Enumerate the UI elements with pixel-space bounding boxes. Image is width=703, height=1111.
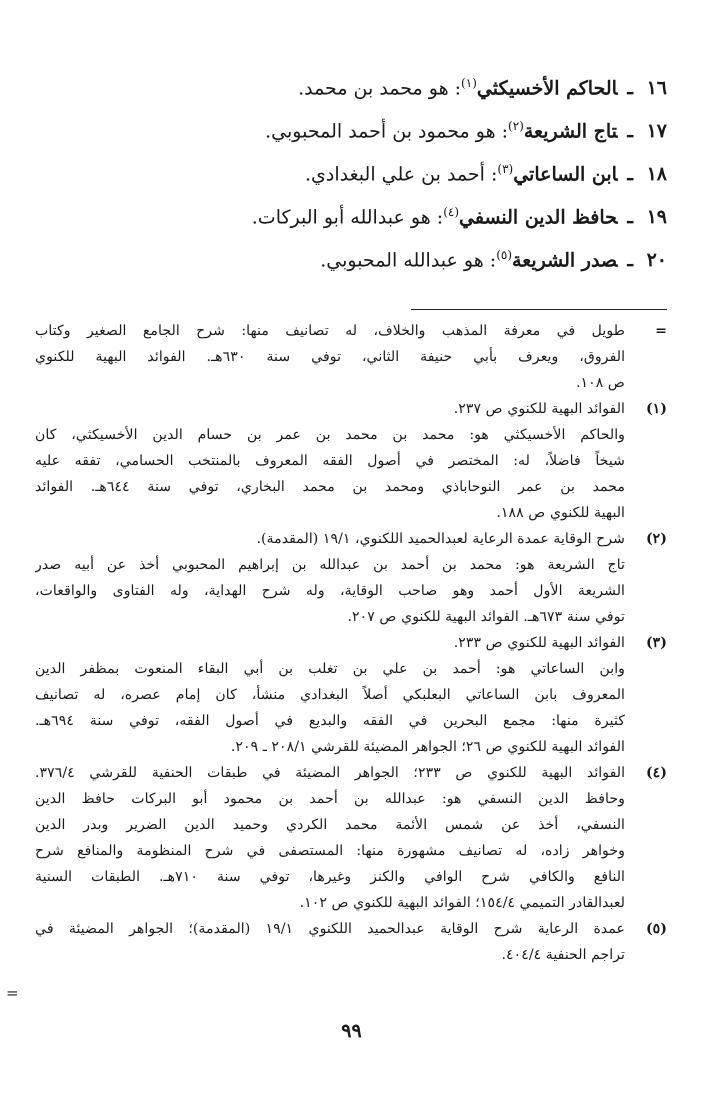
- footnote-line: النافع والكافي شرح الوافي والكنز وغيرها، توفي سنة ٧١٠هـ. الطبقات السنية: [35, 869, 625, 885]
- footnote-line: وابن الساعاتي هو: أحمد بن علي بن تغلب بن أبي البقاء المنعوت بمظفر الدين: [35, 661, 625, 677]
- footnote-line: توفي سنة ٦٧٣هـ. الفوائد البهية للكنوي ص ٢٠٧.: [347, 609, 625, 625]
- entry-number: ٢٠: [646, 249, 667, 272]
- continuation-mark: =: [655, 323, 667, 339]
- footnote-line: لعبدالقادر التميمي ١٥٤/٤؛ الفوائد البهية للكنوي ص ١٠٢.: [299, 895, 625, 911]
- footnote-line: وخواهر زاده، له تصانيف مشهورة منها: المستصفى في شرح المنظومة والمنافع شرح: [35, 843, 625, 859]
- footnote-line: والحاكم الأخسيكثي هو: محمد بن محمد بن عمر بن حسام الدين الأخسيكثي، كان: [35, 427, 625, 443]
- entry-description: : هو محمود بن أحمد المحبوبي.: [265, 120, 509, 143]
- footnote-marker: (٤): [645, 765, 667, 781]
- entry-description: : هو عبدالله المحبوبي.: [320, 249, 497, 272]
- footnote-marker: (١): [645, 401, 667, 417]
- footnote-line: النسفي، أخذ عن شمس الأئمة محمد الكردي وحميد الدين الضرير وبدر الدين: [35, 817, 625, 833]
- footnote-line: الفروق، ويعرف بأبي حنيفة الثاني، توفي سنة ٦٣٠هـ. الفوائد البهية للكنوي: [35, 349, 625, 365]
- footnote-item: [35, 760, 667, 916]
- footnote-line: الفوائد البهية للكنوي ص ٢٣٣.: [453, 635, 625, 651]
- entry-description: : هو محمد بن محمد.: [298, 77, 462, 100]
- footnote-line: الشريعة الأول أحمد وهو صاحب الوقاية، وله شرح الهداية، وله الفتاوى والواقعات،: [35, 583, 625, 599]
- footnote-item: [35, 396, 667, 526]
- footnote-line: الفوائد البهية للكنوي ص ٢٣٣؛ الجواهر المضيئة في طبقات الحنفية للقرشي ٣٧٦/٤.: [35, 765, 625, 781]
- entry-item: [47, 234, 667, 277]
- footnote-line: تراجم الحنفية ٤٠٤/٤.: [501, 947, 625, 963]
- footnote-line: الفوائد البهية للكنوي ص ٢٣٧.: [453, 401, 625, 417]
- footnote-line: كثيرة منها: مجمع البحرين في الفقه والبديع في أصول الفقه، توفي سنة ٦٩٤هـ.: [35, 713, 625, 729]
- entry-description: : أحمد بن علي البغدادي.: [305, 163, 498, 186]
- footnote-marker: (٥): [645, 921, 667, 937]
- footnote-marker: (٢): [645, 531, 667, 547]
- entry-item: [47, 62, 667, 105]
- footnote-item: [35, 630, 667, 760]
- footnote-ref[interactable]: (٥): [496, 248, 513, 262]
- footnote-marker: (٣): [645, 635, 667, 651]
- entry-name: الحاكم الأخسيكثي: [476, 77, 618, 100]
- entry-description: : هو عبدالله أبو البركات.: [251, 206, 444, 229]
- trailing-continuation-mark: =: [6, 984, 19, 1002]
- entry-name: ابن الساعاتي: [513, 163, 618, 186]
- entry-name: حافظ الدين النسفي: [459, 206, 618, 229]
- footnote-separator: [411, 309, 667, 310]
- footnote-ref[interactable]: (٢): [508, 119, 524, 133]
- footnote-line: البهية للكنوي ص ١٨٨.: [496, 505, 625, 521]
- entries-list: [47, 62, 667, 277]
- entry-item: [47, 148, 667, 191]
- page-number: ٩٩: [341, 1020, 362, 1042]
- entry-dash: ـ: [627, 206, 633, 229]
- footnote-line: ص ١٠٨.: [575, 375, 625, 391]
- entry-item: [47, 105, 667, 148]
- entry-dash: ـ: [627, 77, 633, 100]
- footnote-line: تاج الشريعة هو: محمد بن أحمد بن عبدالله بن إبراهيم المحبوبي أخذ عن أبيه صدر: [35, 557, 625, 573]
- entry-dash: ـ: [627, 163, 633, 186]
- footnote-ref[interactable]: (٣): [497, 162, 514, 176]
- entry-number: ١٨: [646, 163, 667, 186]
- footnote-line: المعروف بابن الساعاتي البعلبكي أصلاً البغدادي منشأ، كان إمام عصره، له تصانيف: [35, 687, 625, 703]
- footnote-ref[interactable]: (٤): [443, 205, 460, 219]
- footnote-ref[interactable]: (١): [461, 76, 477, 90]
- footnote-line: محمد بن عمر النوحاباذي ومحمد بن محمد البخاري، توفي سنة ٦٤٤هـ. الفوائد: [35, 479, 625, 495]
- entry-number: ١٧: [646, 120, 667, 143]
- footnote-line: عمدة الرعاية شرح الوقاية عبدالحميد اللكنوي ١٩/١ (المقدمة)؛ الجواهر المضيئة في: [35, 921, 625, 937]
- footnote-line: الفوائد البهية للكنوي ص ٢٦؛ الجواهر المضيئة للقرشي ٢٠٨/١ ـ ٢٠٩.: [230, 739, 625, 755]
- footnotes: [35, 318, 667, 968]
- entry-item: [47, 191, 667, 234]
- footnote-line: وحافظ الدين النسفي هو: عبدالله بن أحمد بن محمود أبو البركات حافظ الدين: [35, 791, 625, 807]
- footnote-item: [35, 526, 667, 630]
- footnote-continuation: [35, 318, 667, 396]
- entry-dash: ـ: [627, 249, 633, 272]
- entry-name: صدر الشريعة: [512, 249, 618, 272]
- entry-number: ١٩: [646, 206, 667, 229]
- footnote-line: شيخاً فاضلاً، له: المختصر في أصول الفقه المعروف بالمنتخب الحسامي، تفقه عليه: [35, 453, 625, 469]
- footnote-item: [35, 916, 667, 968]
- footnote-line: طويل في معرفة المذهب والخلاف، له تصانيف منها: شرح الجامع الصغير وكتاب: [35, 323, 625, 339]
- entry-number: ١٦: [646, 77, 667, 100]
- entry-dash: ـ: [627, 120, 633, 143]
- entry-name: تاج الشريعة: [523, 120, 618, 143]
- footnote-line: شرح الوقاية عمدة الرعاية لعبدالحميد اللكنوي، ١٩/١ (المقدمة).: [256, 531, 625, 547]
